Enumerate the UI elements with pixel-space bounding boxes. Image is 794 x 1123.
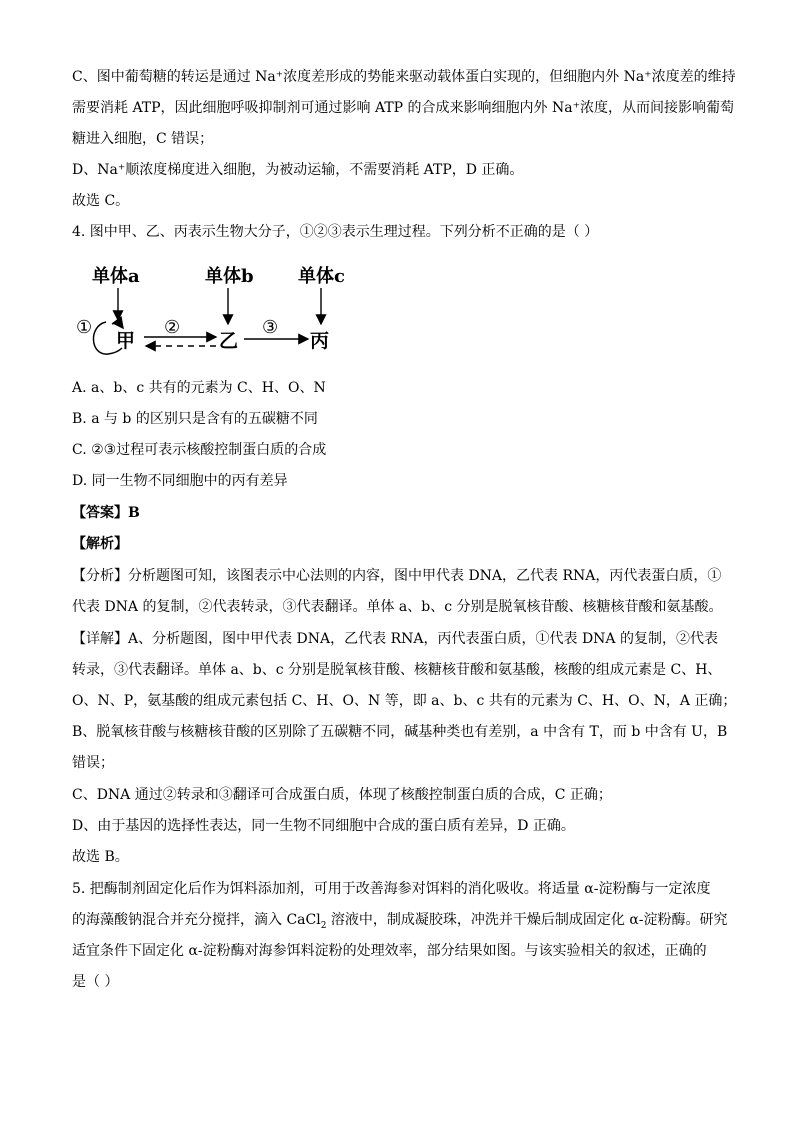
q5-subscript: 2 (320, 920, 327, 931)
process-1-label: ① (76, 317, 93, 338)
xiangjie-line: C、DNA 通过②转录和③翻译可合成蛋白质，体现了核酸控制蛋白质的合成，C 正确； (72, 787, 612, 803)
xiangjie-line: 【详解】A、分析题图，图中甲代表 DNA，乙代表 RNA，丙代表蛋白质，①代表 DNA 的复制，②代表 (72, 631, 718, 647)
process-2-label: ② (164, 317, 181, 338)
analysis-label: 【解析】 (72, 536, 128, 552)
fenxi-line: 【分析】分析题图可知，该图表示中心法则的内容，图中甲代表 DNA，乙代表 RNA，丙代表蛋白质，① (72, 568, 722, 584)
q5-text-part: 溶液中，制成凝胶珠，冲洗并干燥后制成固定化 α-淀粉酶。研究 (326, 912, 728, 928)
central-dogma-diagram (72, 258, 362, 370)
xiangjie-line: 错误； (72, 755, 114, 771)
question-5-line: 是（ ） (72, 974, 119, 990)
paragraph-line: D、Na⁺顺浓度梯度进入细胞，为被动运输，不需要消耗 ATP，D 正确。 (72, 162, 524, 178)
question-5-line: 适宜条件下固定化 α-淀粉酶对海参饵料淀粉的处理效率，部分结果如图。与该实验相关的叙述，正确的 (72, 943, 707, 959)
node-jia: 甲 (116, 330, 136, 352)
monomer-c-label: 单体c (298, 266, 345, 287)
answer-line: 故选 B。 (72, 849, 129, 865)
fenxi-line: 代表 DNA 的复制，②代表转录，③代表翻译。单体 a、b、c 分别是脱氧核苷酸、核糖核苷酸和氨基酸。 (72, 599, 723, 615)
node-bing: 丙 (310, 330, 330, 352)
option-d: D. 同一生物不同细胞中的丙有差异 (72, 473, 288, 489)
answer-label: 【答案】B (72, 505, 140, 521)
option-c: C. ②③过程可表示核酸控制蛋白质的合成 (72, 442, 327, 458)
answer-line: 故选 C。 (72, 193, 130, 209)
paragraph-line: 需要消耗 ATP，因此细胞呼吸抑制剂可通过影响 ATP 的合成来影响细胞内外 Na⁺浓度，从而间接影响葡萄 (72, 100, 734, 116)
process-3-label: ③ (262, 317, 279, 338)
question-5-line (72, 911, 728, 929)
xiangjie-line: O、N、P，氨基酸的组成元素包括 C、H、O、N 等，即 a、b、c 共有的元素为 C、H、O、N，A 正确； (72, 693, 737, 709)
paragraph-line: 糖进入细胞，C 错误； (72, 131, 214, 147)
xiangjie-line: 转录，③代表翻译。单体 a、b、c 分别是脱氧核苷酸、核糖核苷酸和氨基酸，核酸的组成元素是 C、H、 (72, 662, 722, 678)
option-b: B. a 与 b 的区别只是含有的五碳糖不同 (72, 411, 318, 427)
monomer-a-label: 单体a (92, 266, 140, 287)
q5-text-part: 的海藻酸钠混合并充分搅拌，滴入 CaCl (72, 912, 321, 928)
xiangjie-line: B、脱氧核苷酸与核糖核苷酸的区别除了五碳糖不同，碱基种类也有差别，a 中含有 T，而 b 中含有 U，B (72, 724, 728, 740)
paragraph-line: C、图中葡萄糖的转运是通过 Na⁺浓度差形成的势能来驱动载体蛋白实现的，但细胞内外 Na⁺浓度差的维持 (72, 69, 736, 85)
xiangjie-line: D、由于基因的选择性表达，同一生物不同细胞中合成的蛋白质有差异，D 正确。 (72, 818, 575, 834)
node-yi: 乙 (219, 330, 239, 352)
question-4-stem: 4. 图中甲、乙、丙表示生物大分子，①②③表示生理过程。下列分析不正确的是（ ） (72, 224, 599, 240)
question-5-line: 5. 把酶制剂固定化后作为饵料添加剂，可用于改善海参对饵料的消化吸收。将适量 α-淀粉酶与一定浓度 (72, 881, 711, 897)
option-a: A. a、b、c 共有的元素为 C、H、O、N (72, 380, 326, 396)
monomer-b-label: 单体b (205, 266, 254, 287)
